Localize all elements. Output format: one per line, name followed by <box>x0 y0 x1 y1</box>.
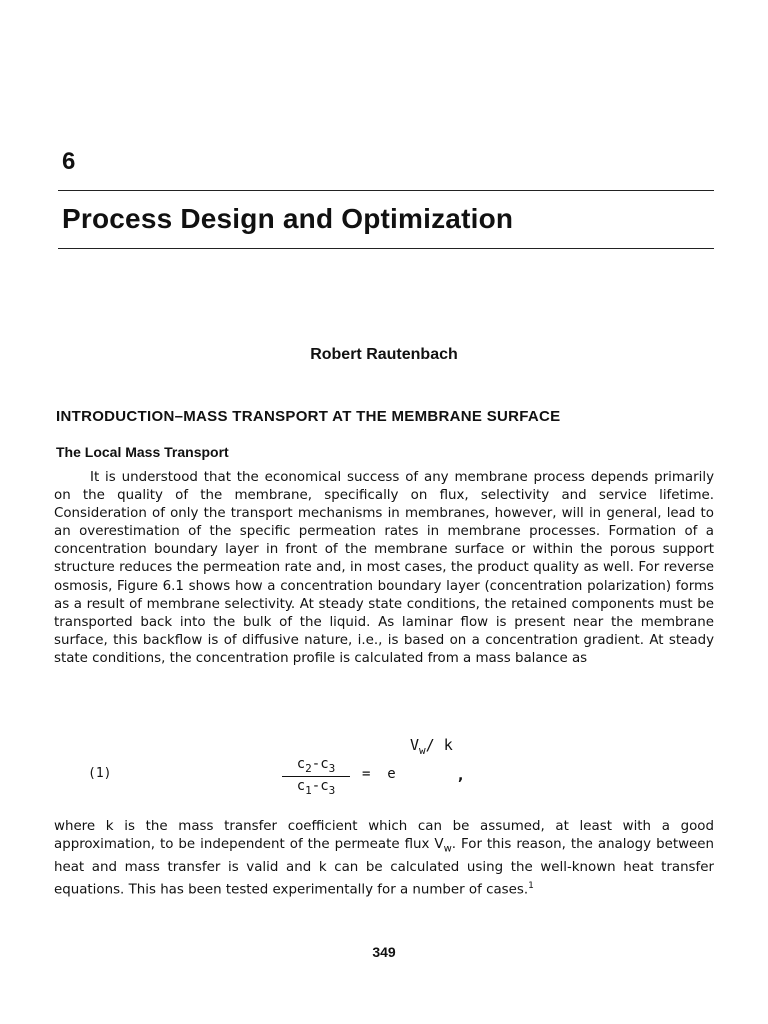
paragraph-2: where k is the mass transfer coefficient which can be assumed, at least with a good approximation, to be independent of the permeate flux $V_w$. For this reason, the analogy between heat and mass transfer is valid and k can be calculated using the well-known heat transfer equations. This has been tested experimentally for a number of cases.$^1$ <box>54 819 714 898</box>
equation-numerator: $c_2-c_3$ <box>282 756 350 777</box>
equation-exponent: $V_w/$ k <box>410 736 453 757</box>
equation-denominator: $c_1-c_3$ <box>296 777 336 797</box>
section-heading: INTRODUCTION–MASS TRANSPORT AT THE MEMBRANE SURFACE <box>56 408 561 425</box>
equation-equals: = e <box>362 766 396 782</box>
chapter-title: Process Design and Optimization <box>62 203 514 234</box>
author-name: Robert Rautenbach <box>310 346 458 363</box>
equation-comma: , <box>458 768 464 784</box>
equation-base: e <box>387 766 396 782</box>
paragraph-1 <box>54 469 714 668</box>
subsection-heading: The Local Mass Transport <box>56 444 229 460</box>
chapter-number: 6 <box>62 148 76 175</box>
equation-fraction <box>282 756 350 797</box>
equation-number: (1) <box>88 766 112 781</box>
chapter-rule-top <box>58 190 714 191</box>
footnote-marker: 1 <box>528 880 534 891</box>
page-number: 349 <box>372 944 396 960</box>
paragraph-1-text: It is understood that the economical success of any membrane process depends primarily on the quality of the membrane, specifically on flux, selectivity and service lifetime. Consideration of only the transport mechanisms in membranes, however, will in general, lead to an overestimation of the specific permeation rates in membrane processes. Formation of a concentration boundary layer in front of the membrane surface or within the porous support structure reduces the permeation rate and, in most cases, the product quality as well. For reverse osmosis, Figure 6.1 shows how a concentration boundary layer (concentration polarization) forms as a result of membrane selectivity. At steady state conditions, the retained components must be transported back into the bulk of the liquid. As laminar flow is present near the membrane surface, this backflow is of diffusive nature, i.e., is based on a concentration gradient. At steady state conditions, the concentration profile is calculated from a mass balance as <box>54 470 714 666</box>
chapter-rule-bottom <box>58 248 714 249</box>
